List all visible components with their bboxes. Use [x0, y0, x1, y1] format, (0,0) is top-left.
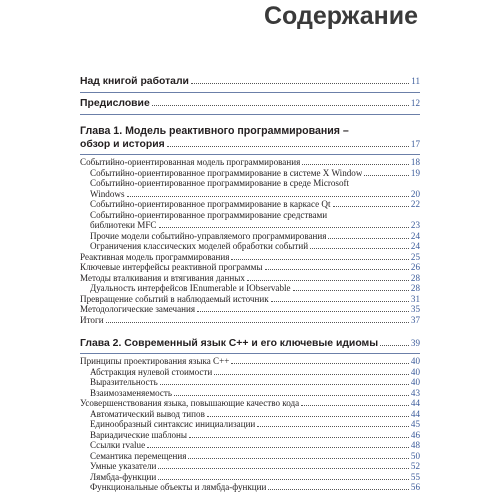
toc-entry-title: Семантика перемещения [90, 450, 187, 461]
toc-entry-title: Абстракция нулевой стоимости [90, 366, 213, 377]
dot-leader [158, 479, 409, 480]
dot-leader [301, 405, 409, 406]
toc-page-number: 11 [411, 76, 420, 86]
toc-entry[interactable] [80, 356, 420, 367]
dot-leader [214, 374, 409, 375]
dot-leader [247, 280, 409, 281]
toc-entry-title: Windows [90, 188, 125, 199]
toc-entry-continuation[interactable] [80, 220, 420, 231]
dot-leader [159, 227, 409, 228]
toc-entry[interactable] [80, 210, 420, 221]
chapter-title: Глава 2. Современный язык C++ и его ключевые идиомы [80, 338, 379, 349]
chapter-title: обзор и история [80, 139, 165, 150]
toc-page-number: 45 [410, 419, 420, 429]
toc-entry[interactable] [80, 252, 420, 263]
dot-leader [302, 164, 409, 165]
page-title: Содержание [263, 2, 418, 30]
toc-entry[interactable] [80, 241, 420, 252]
toc-entry-title: Принципы проектирования языка C++ [80, 356, 230, 366]
toc-page-number: 44 [410, 408, 420, 419]
toc-page-number: 24 [410, 241, 420, 251]
toc-page-number: 37 [410, 314, 420, 325]
chapter-title-line[interactable] [80, 138, 420, 151]
toc-entry[interactable] [80, 472, 420, 483]
toc-entry[interactable] [80, 367, 420, 378]
toc-entry-title: Реактивная модель программирования [80, 251, 230, 262]
toc-page-number: 28 [410, 272, 420, 283]
toc-entry-title: Автоматический вывод типов [90, 408, 205, 419]
toc-entry-title: Событийно-ориентированное программирование в системе X Window [90, 167, 363, 178]
section-divider [80, 114, 420, 115]
toc-page-number: 18 [410, 157, 420, 167]
toc-page-number: 23 [410, 220, 420, 230]
toc-entry[interactable] [80, 430, 420, 441]
toc-entry[interactable] [80, 178, 420, 189]
toc-entry[interactable] [80, 262, 420, 273]
toc-page-number: 39 [410, 338, 420, 348]
toc-entry-title: Прочие модели событийно-управляемого программирования [90, 230, 327, 241]
dot-leader [152, 105, 409, 106]
toc-entry-title: Лямбда-функции [90, 471, 157, 482]
dot-leader [167, 146, 409, 147]
dot-leader [231, 363, 409, 364]
toc-page-number: 50 [410, 450, 420, 461]
toc-entry[interactable] [80, 419, 420, 430]
dot-leader [271, 301, 409, 302]
toc-entry-title: Событийно-ориентированная модель программирования [80, 157, 301, 167]
toc-entry-title: Над книгой работали [80, 76, 189, 87]
dot-leader [188, 458, 408, 459]
toc-entry-about-team[interactable] [80, 75, 420, 88]
toc-entry[interactable] [80, 440, 420, 451]
dot-leader [158, 468, 409, 469]
toc-entry[interactable] [80, 273, 420, 284]
toc-page-number: 43 [410, 387, 420, 398]
toc-entry-continuation[interactable] [80, 189, 420, 200]
dot-leader [380, 345, 409, 346]
toc-entry-title: библиотеки MFC [90, 220, 157, 230]
toc-entry[interactable] [80, 398, 420, 409]
toc-page-number: 52 [410, 461, 420, 471]
section-divider [80, 353, 420, 354]
toc-entry[interactable] [80, 461, 420, 472]
toc-entry-title: Событийно-ориентированное программирование в каркасе Qt [90, 199, 331, 209]
toc-entry[interactable] [80, 283, 420, 294]
toc-page-number: 12 [410, 98, 420, 108]
dot-leader [197, 311, 409, 312]
toc-page-number: 31 [410, 293, 420, 304]
toc-page-number: 44 [410, 398, 420, 408]
toc-entry-title: Ключевые интерфейсы реактивной программы [80, 262, 263, 272]
toc-entry-title: Ограничения классических моделей обработки событий [90, 241, 309, 251]
toc-page-number: 22 [410, 199, 420, 209]
toc-entry[interactable] [80, 409, 420, 420]
dot-leader [189, 437, 409, 438]
toc-entry-title: Усовершенствования языка, повышающие качество кода [80, 398, 300, 408]
toc-entry-title: Событийно-ориентированное программирование средствами [90, 209, 328, 220]
toc-entry[interactable] [80, 451, 420, 462]
toc-entry[interactable] [80, 294, 420, 305]
dot-leader [333, 206, 409, 207]
toc-page-number: 56 [410, 482, 420, 492]
toc-page-number: 40 [410, 356, 420, 366]
toc-entry[interactable] [80, 315, 420, 326]
toc-entry-title: Вариадические шаблоны [90, 429, 188, 440]
dot-leader [364, 175, 408, 176]
dot-leader [231, 259, 408, 260]
chapter-title-line[interactable] [80, 337, 420, 350]
toc-entry-title: Итоги [80, 314, 104, 325]
toc-page-number: 17 [410, 139, 420, 149]
dot-leader [328, 238, 408, 239]
toc-page-number: 40 [410, 366, 420, 377]
toc-entry-title: Событийно-ориентированное программирование в среде Microsoft [90, 178, 350, 188]
dot-leader [293, 290, 409, 291]
toc-entry-title: Методы вталкивания и втягивания данных [80, 272, 245, 283]
section-divider [80, 154, 420, 155]
dot-leader [265, 269, 409, 270]
toc-page-number: 19 [410, 167, 420, 178]
dot-leader [106, 322, 409, 323]
dot-leader [174, 395, 409, 396]
toc-page-number: 26 [410, 262, 420, 272]
toc-entry-title: Ссылки rvalue [90, 440, 146, 450]
chapter-2 [80, 337, 420, 493]
toc-entry[interactable] [80, 304, 420, 315]
toc-entry-title: Единообразный синтаксис инициализации [90, 419, 256, 429]
toc-page-number: 48 [410, 440, 420, 450]
toc-page-number: 40 [410, 377, 420, 387]
toc-page-number: 46 [410, 429, 420, 440]
toc-entry[interactable] [80, 482, 420, 493]
toc-entry-title: Функциональные объекты и лямбда-функции [90, 482, 267, 492]
toc-page-number: 28 [410, 283, 420, 293]
toc-entry[interactable] [80, 168, 420, 179]
dot-leader [147, 447, 409, 448]
toc-entry[interactable] [80, 377, 420, 388]
dot-leader [127, 196, 409, 197]
toc-page-number: 24 [410, 230, 420, 241]
toc-page-number: 25 [410, 251, 420, 262]
toc-entry[interactable] [80, 388, 420, 399]
chapter-1 [80, 125, 420, 325]
dot-leader [160, 384, 409, 385]
toc-entry-title: Методологические замечания [80, 304, 196, 314]
toc-page-number: 35 [410, 304, 420, 314]
dot-leader [257, 426, 409, 427]
toc-page-number: 20 [410, 188, 420, 199]
dot-leader [207, 416, 409, 417]
section-divider [80, 92, 420, 93]
toc-entry[interactable] [80, 231, 420, 242]
chapter-title[interactable]: Глава 1. Модель реактивного программирования – [80, 125, 349, 137]
toc-entry-title: Выразительность [90, 377, 158, 387]
toc-entry-title: Взаимозаменяемость [90, 387, 173, 398]
toc-entry[interactable] [80, 199, 420, 210]
dot-leader [310, 248, 409, 249]
toc-page-number: 55 [410, 471, 420, 482]
toc-entry[interactable] [80, 157, 420, 168]
table-of-contents [80, 75, 420, 493]
toc-entry-title: Превращение событий в наблюдаемый источник [80, 293, 269, 304]
toc-entry-preface[interactable] [80, 97, 420, 110]
dot-leader [268, 489, 409, 490]
toc-entry-title: Дуальность интерфейсов IEnumerable и IObservable [90, 283, 291, 293]
toc-entry-title: Предисловие [80, 98, 150, 109]
dot-leader [191, 83, 409, 84]
toc-entry-title: Умные указатели [90, 461, 157, 471]
